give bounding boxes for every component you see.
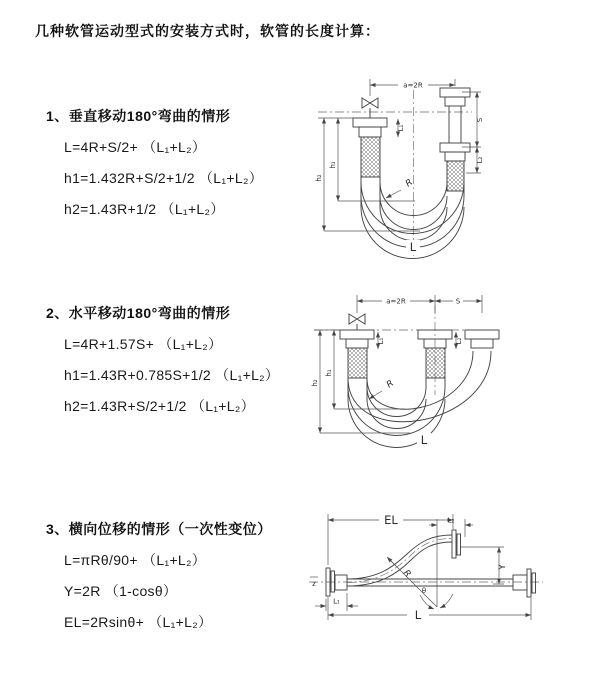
section-2 — [46, 303, 331, 427]
dim-label-h2: h₂ — [311, 379, 319, 387]
dim-label-l: L — [409, 240, 417, 254]
hose-hatch — [348, 348, 367, 378]
fitting-nut — [513, 575, 527, 590]
dim-label-r: R — [384, 378, 396, 391]
flange — [527, 569, 531, 597]
dim-label-l1: L₁ — [333, 597, 340, 606]
dim-label-h2: h₂ — [315, 174, 323, 182]
flange — [532, 573, 536, 593]
dim-label-l: L — [420, 433, 428, 447]
dim-label-l1: L₁ — [397, 124, 405, 132]
flange — [331, 571, 335, 592]
pipe — [449, 106, 461, 143]
flange — [440, 88, 470, 97]
dim-label-r: R — [400, 568, 413, 580]
dim-label-r: R — [403, 177, 415, 190]
fitting-nut — [335, 575, 347, 590]
angle-arc — [440, 594, 453, 608]
fitting-nut — [445, 152, 465, 161]
dim-label-theta: θ — [421, 587, 427, 595]
formula-line: h2=1.43R+S/2+1/2 （L₁+L₂） — [64, 398, 255, 414]
centerline-mark: z — [312, 580, 316, 588]
diagram-horizontal-180-bend — [310, 283, 585, 458]
formula-line: L=πRθ/90+ （L₁+L₂） — [64, 552, 207, 568]
hose-curve — [347, 535, 452, 579]
diagram-vertical-180-bend — [312, 70, 570, 264]
dim-label-s: S — [476, 117, 484, 123]
dim-label-s: S — [455, 297, 461, 306]
valve-icon — [349, 314, 365, 324]
dim-label-y: Y — [498, 564, 508, 570]
dim-label-h1: h₁ — [329, 161, 337, 169]
dim-label-a2r: a=2R — [386, 297, 406, 306]
formula-line: L=4R+1.57S+ （L₁+L₂） — [64, 336, 223, 352]
flange — [340, 330, 374, 339]
hose-straight — [347, 579, 513, 586]
dim-label-el: EL — [384, 513, 398, 527]
section-1 — [46, 106, 331, 230]
dim-label-l2: L₂ — [455, 337, 463, 345]
u-bend-arc — [367, 351, 473, 409]
formula-line: h1=1.432R+S/2+1/2 （L₁+L₂） — [64, 170, 264, 186]
dim-label-l1: L₁ — [377, 337, 385, 345]
formula-line: EL=2Rsinθ+ （L₁+L₂） — [64, 614, 213, 630]
flange — [440, 143, 470, 152]
fitting-nut — [445, 97, 465, 106]
section-3-heading: 3、横向位移的情形（一次性变位） — [46, 521, 272, 537]
section-3 — [46, 519, 331, 643]
hose-hatch — [361, 137, 380, 177]
dim-label-a2r: a=2R — [403, 81, 423, 90]
flange — [465, 330, 499, 339]
section-2-heading: 2、水平移动180°弯曲的情形 — [46, 305, 231, 321]
formula-line: h2=1.43R+1/2 （L₁+L₂） — [64, 201, 225, 217]
flange — [452, 530, 456, 558]
formula-line: Y=2R （1-cosθ） — [64, 583, 178, 599]
formula-line: L=4R+S/2+ （L₁+L₂） — [64, 139, 207, 155]
dim-label-l2: L₂ — [476, 156, 484, 164]
flange — [457, 534, 461, 555]
section-1-heading: 1、垂直移动180°弯曲的情形 — [46, 108, 231, 124]
u-bend-arc — [367, 378, 426, 416]
fitting-nut — [471, 339, 493, 348]
dim-label-h1: h₁ — [325, 369, 333, 377]
hose-hatch — [447, 161, 464, 191]
valve-icon — [362, 98, 378, 108]
dim-label-l: L — [414, 608, 422, 622]
formula-line: h1=1.43R+0.785S+1/2 （L₁+L₂） — [64, 367, 280, 383]
flange — [353, 118, 387, 127]
fitting-nut — [359, 127, 381, 137]
fitting-nut — [346, 339, 368, 348]
page-title: 几种软管运动型式的安装方式时，软管的长度计算： — [35, 23, 380, 39]
diagram-lateral-displacement — [303, 503, 580, 638]
hose-hatch — [426, 348, 445, 378]
u-bend-arc — [348, 378, 445, 435]
dim-label-l2: L₂ — [447, 516, 455, 525]
